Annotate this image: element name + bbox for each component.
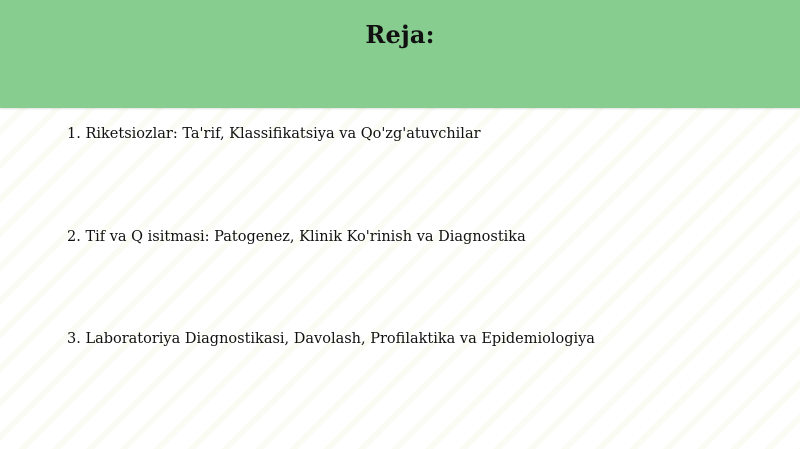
slide-header-band: [0, 0, 800, 108]
agenda-item: 2. Tif va Q isitmasi: Patogenez, Klinik Ko'rinish va Diagnostika: [67, 229, 526, 245]
agenda-item: 1. Riketsiozlar: Ta'rif, Klassifikatsiya va Qo'zg'atuvchilar: [67, 126, 481, 142]
agenda-item: 3. Laboratoriya Diagnostikasi, Davolash, Profilaktika va Epidemiologiya: [67, 331, 595, 347]
slide-title: Reja:: [365, 20, 435, 49]
